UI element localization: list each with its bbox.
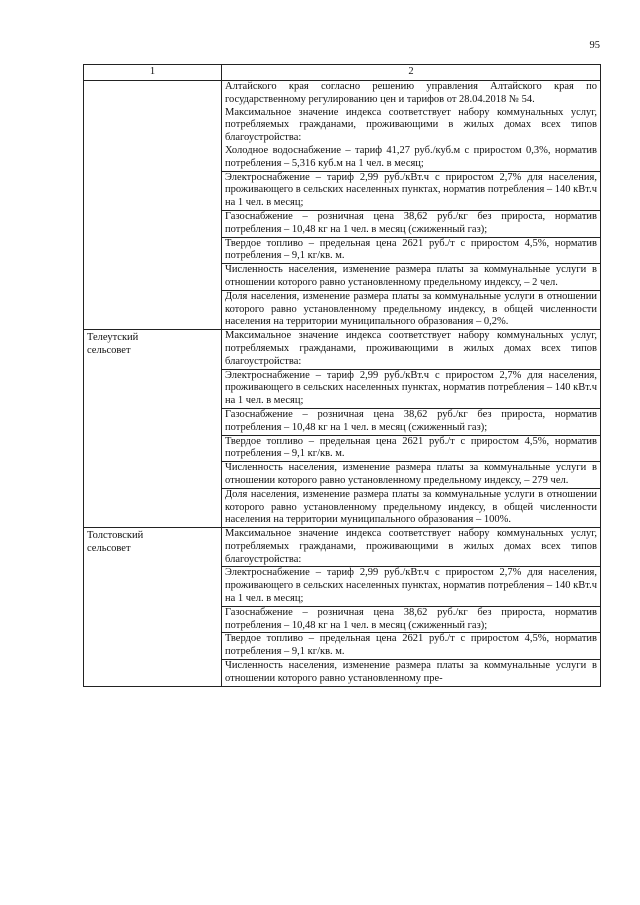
description-paragraph: Численность населения, изменение размера платы за коммунальные услуги в отношении которого равно установленному предельному индексу, – 279 чел. (222, 461, 600, 488)
description-paragraph: Алтайского края согласно решению управления Алтайского края по государственному регулированию цен и тарифов от 28.04.2018 № 54. (225, 81, 597, 105)
description-paragraph: Максимальное значение индекса соответствует набору коммунальных услуг, потребляемых гражданами, проживающими в жилых домах всех типов благоустройства: (225, 106, 597, 144)
page-number: 95 (589, 40, 600, 51)
description-cell (222, 81, 601, 330)
tariff-table (83, 64, 601, 687)
description-cell (222, 528, 601, 687)
municipality-name-line: Телеутский (87, 332, 139, 344)
description-paragraph: Численность населения, изменение размера платы за коммунальные услуги в отношении которого равно установленному пре- (222, 659, 600, 686)
description-paragraph: Газоснабжение – розничная цена 38,62 руб./кг без прироста, норматив потребления – 10,48 кг на 1 чел. в месяц (сжиженный газ); (222, 408, 600, 435)
municipality-name-line: Толстовский (87, 530, 144, 542)
description-paragraph: Электроснабжение – тариф 2,99 руб./кВт.ч с приростом 2,7% для населения, проживающего в сельских населенных пунктах, норматив потребления – 140 кВт.ч на 1 чел. в месяц; (222, 369, 600, 408)
table-header-row (84, 65, 601, 81)
description-paragraph: Холодное водоснабжение – тариф 41,27 руб./куб.м с приростом 0,3%, норматив потребления – 5,316 куб.м на 1 чел. в месяц; (225, 144, 597, 169)
description-paragraph: Твердое топливо – предельная цена 2621 руб./т с приростом 4,5%, норматив потребления – 9,1 кг/кв. м. (222, 435, 600, 462)
table-row (84, 330, 601, 528)
municipality-name-cell (84, 528, 222, 687)
municipality-name-line: сельсовет (87, 543, 131, 555)
description-paragraph: Твердое топливо – предельная цена 2621 руб./т с приростом 4,5%, норматив потребления – 9,1 кг/кв. м. (222, 237, 600, 264)
municipality-name-cell (84, 81, 222, 330)
table-row (84, 528, 601, 687)
description-paragraph: Доля населения, изменение размера платы за коммунальные услуги в отношении которого равно установленному предельному индексу, в общей численности населения на территории муниципального образования – 100%. (222, 488, 600, 527)
municipality-name-line: сельсовет (87, 345, 131, 357)
description-paragraph: Максимальное значение индекса соответствует набору коммунальных услуг, потребляемых гражданами, проживающими в жилых домах всех типов благоустройства: (225, 528, 597, 565)
description-paragraph: Численность населения, изменение размера платы за коммунальные услуги в отношении которого равно установленному предельному индексу, – 2 чел. (222, 263, 600, 290)
column-header-2: 2 (222, 65, 601, 81)
description-paragraph: Твердое топливо – предельная цена 2621 руб./т с приростом 4,5%, норматив потребления – 9,1 кг/кв. м. (222, 632, 600, 659)
description-cell (222, 330, 601, 528)
table-row (84, 81, 601, 330)
description-paragraph: Газоснабжение – розничная цена 38,62 руб./кг без прироста, норматив потребления – 10,48 кг на 1 чел. в месяц (сжиженный газ); (222, 210, 600, 237)
description-paragraph: Электроснабжение – тариф 2,99 руб./кВт.ч с приростом 2,7% для населения, проживающего в сельских населенных пунктах, норматив потребления – 140 кВт.ч на 1 чел. в месяц; (222, 566, 600, 605)
description-paragraph: Газоснабжение – розничная цена 38,62 руб./кг без прироста, норматив потребления – 10,48 кг на 1 чел. в месяц (сжиженный газ); (222, 606, 600, 633)
description-paragraph: Доля населения, изменение размера платы за коммунальные услуги в отношении которого равно установленному предельному индексу, в общей численности населения на территории муниципального образования – 0,2%. (222, 290, 600, 329)
municipality-name-cell (84, 330, 222, 528)
description-paragraph: Максимальное значение индекса соответствует набору коммунальных услуг, потребляемых гражданами, проживающими в жилых домах всех типов благоустройства: (225, 330, 597, 367)
column-header-1: 1 (84, 65, 222, 81)
description-paragraph: Электроснабжение – тариф 2,99 руб./кВт.ч с приростом 2,7% для населения, проживающего в сельских населенных пунктах, норматив потребления – 140 кВт.ч на 1 чел. в месяц; (222, 171, 600, 210)
table-body (84, 81, 601, 687)
